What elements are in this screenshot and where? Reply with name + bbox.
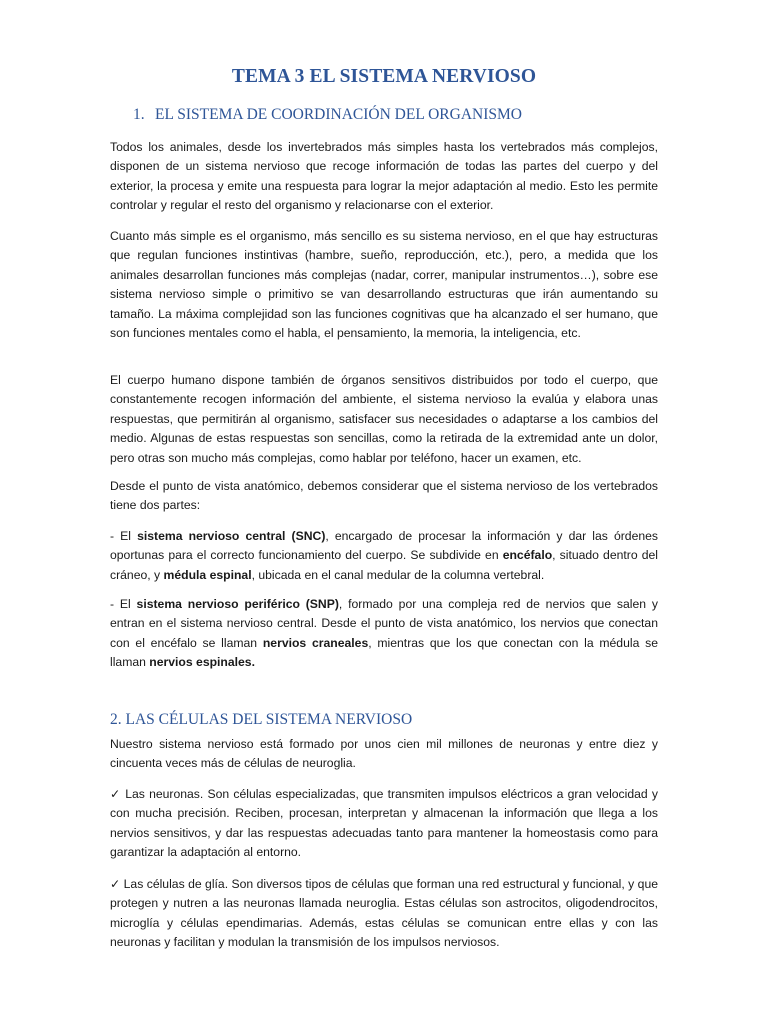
- section-1-heading: [133, 106, 522, 124]
- snc-paragraph: [110, 527, 658, 585]
- section-2-paragraph-1: Nuestro sistema nervioso está formado por unos cien mil millones de neuronas y entre diez y cincuenta veces más de células de neuroglia.: [110, 737, 658, 771]
- neuronas-paragraph: ✓ Las neuronas. Son células especializadas, que transmiten impulsos eléctricos a gran velocidad y con mucha precisión. Reciben, procesan, interpretan y almacenan la información que llega a los nervios sensitivos, y dar las respuestas adecuadas tanto para mantener la homeostasis como para garantizar la adaptación al entorno.: [110, 787, 658, 860]
- section-2-heading: 2. LAS CÉLULAS DEL SISTEMA NERVIOSO: [110, 711, 413, 728]
- snc-prefix: - El: [110, 529, 138, 543]
- section-1-paragraph-2: Cuanto más simple es el organismo, más sencillo es su sistema nervioso, en el que hay estructuras que regulan funciones instintivas (hambre, sueño, reproducción, etc.), pero, a medida que los animales desarrollan funciones más complejas (nadar, correr, manipular instrumentos…), sobre ese sistema nervioso simple o primitivo se van desarrollando estructuras que irán aumentando su tamaño. La máxima complejidad son las funciones cognitivas que ha alcanzado el ser humano, que son funciones mentales como el habla, el pensamiento, la memoria, la inteligencia, etc.: [110, 229, 658, 341]
- section-1-number: 1.: [133, 106, 145, 123]
- nervios-espinales-term: nervios espinales.: [149, 655, 255, 670]
- snp-text-1: , formado por una compleja red de nervios que salen y entran en el sistema nervioso central. Desde el punto de vista anatómico, los nervios que conectan con el encéfalo se llaman: [110, 597, 658, 650]
- encefalo-term: encéfalo: [502, 548, 553, 563]
- snp-prefix: - El: [110, 597, 137, 611]
- glia-paragraph: ✓ Las células de glía. Son diversos tipos de células que forman una red estructural y funcional, y que protegen y nutren a las neuronas llamada neuroglia. Estas células son astrocitos, oligodendrocitos, microglía y células ependimarias. Además, estas células se comunican entre ellas y con las neuronas y facilitan y modulan la transmisión de los impulsos nerviosos.: [110, 877, 658, 950]
- snp-text-2: , mientras que los que conectan con la médula se llaman: [110, 635, 658, 670]
- snc-text-1: , encargado de procesar la información y dar las órdenes oportunas para el correcto funcionamiento del cuerpo. Se subdivide en: [110, 529, 659, 563]
- section-1-paragraph-4: Desde el punto de vista anatómico, debemos considerar que el sistema nervioso de los vertebrados tiene dos partes:: [110, 479, 658, 513]
- snc-text-2: , situado dentro del cráneo, y: [110, 548, 658, 582]
- medula-espinal-term: médula espinal: [163, 567, 252, 582]
- snp-paragraph: [110, 595, 658, 673]
- section-1-paragraph-3: El cuerpo humano dispone también de órganos sensitivos distribuidos por todo el cuerpo, que constantemente recogen información del ambiente, el sistema nervioso la evalúa y elabora unas respuestas, que permitirán al organismo, satisfacer sus necesidades o adaptarse a los cambios del medio. Algunas de estas respuestas son sencillas, como la retirada de la extremidad ante un dolor, pero otras son mucho más complejas, como hablar por teléfono, hacer un examen, etc.: [110, 373, 658, 465]
- nervios-craneales-term: nervios craneales: [262, 635, 369, 650]
- snc-text-3: , ubicada en el canal medular de la columna vertebral.: [251, 567, 545, 582]
- document-title: TEMA 3 EL SISTEMA NERVIOSO: [231, 66, 537, 87]
- snc-term: sistema nervioso central (SNC): [137, 529, 326, 543]
- section-1-heading-text: EL SISTEMA DE COORDINACIÓN DEL ORGANISMO: [155, 106, 522, 123]
- snp-term: sistema nervioso periférico (SNP): [136, 597, 339, 611]
- section-1-paragraph-1: Todos los animales, desde los invertebrados más simples hasta los vertebrados más complejos, disponen de un sistema nervioso que recoge información de todas las partes del cuerpo y del exterior, la procesa y emite una respuesta para lograr la mejor adaptación al medio. Esto les permite controlar y regular el resto del organismo y relacionarse con el exterior.: [110, 140, 658, 213]
